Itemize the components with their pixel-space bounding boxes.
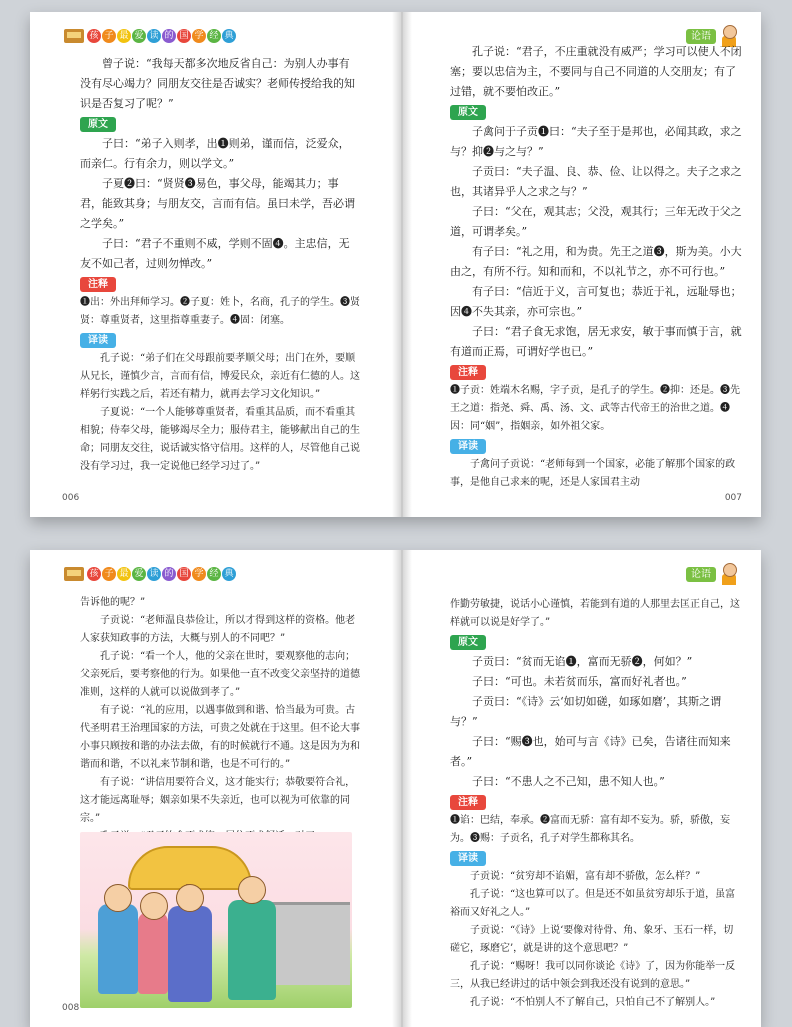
translation-text: 子禽问子贡说：“老师每到一个国家，必能了解那个国家的政事，是他自己求来的呢，还是人家国君主动 xyxy=(450,459,736,488)
teacher-head xyxy=(238,876,266,904)
paragraph: 子曰：“可也。未若贫而乐，富而好礼者也。” xyxy=(472,675,687,688)
paragraph: 子贡曰：“贫而无谄❶，富而无骄❷，何如？” xyxy=(472,655,693,668)
top-book-spread xyxy=(30,12,761,517)
series-title: 孩 子 最 爱 读 的 国 学 经 典 xyxy=(87,29,237,43)
paragraph: 子夏❷曰：“贤贤❸易色，事父母，能竭其力；事君，能致其身；与朋友交，言而有信。虽曰未学，吾必谓之学矣。” xyxy=(80,177,355,230)
notes-text: ❶出：外出拜师学习。❷子夏：姓卜，名商，孔子的学生。❸贤贤：尊重贤者，这里指尊重妻子。❹固：闭塞。 xyxy=(80,297,360,326)
section-tag-translation: 译读 xyxy=(450,851,486,866)
paragraph: 子曰：“君子食无求饱，居无求安，敏于事而慎于言，就有道而正焉，可谓好学也已。” xyxy=(450,325,742,358)
page-number: 006 xyxy=(62,493,80,503)
translation-text: 有子说：“礼的应用，以遇事做到和谐、恰当最为可贵。古代圣明君王治理国家的方法，可贵之处就在于这里。但不论大事小事只顾按和谐的办法去做，有的时候就行不通。这是因为为和谐而和谐，不以礼来节制和谐，也是不可行的。” xyxy=(80,705,360,770)
section-tag-original: 原文 xyxy=(80,117,116,132)
book-icon xyxy=(64,567,84,581)
translation-text: 子贡说：“《诗》上说‘要像对待骨、角、象牙、玉石一样，切磋它，琢磨它’，就是讲的这个意思吧？” xyxy=(450,925,734,954)
paragraph: 子曰：“父在，观其志；父没，观其行；三年无改于父之道，可谓孝矣。” xyxy=(450,205,742,238)
paragraph: 有子曰：“礼之用，和为贵。先王之道❸，斯为美。小大由之，有所不行。知和而和，不以礼节之，亦不可行也。” xyxy=(450,245,742,278)
student-figure xyxy=(168,906,212,1002)
section-tag-notes: 注释 xyxy=(450,795,486,810)
translation-text: 子贡说：“老师温良恭俭让，所以才得到这样的资格。他老人家获知政事的方法，大概与别人的不同吧？” xyxy=(80,615,356,644)
paragraph: 有子曰：“信近于义，言可复也；恭近于礼，远耻辱也；因❹不失其亲，亦可宗也。” xyxy=(450,285,742,318)
student-head xyxy=(176,884,204,912)
series-title: 孩 子 最 爱 读 的 国 学 经 典 xyxy=(87,567,237,581)
translation-text: 孔子说：“赐呀！我可以同你谈论《诗》了，因为你能举一反三，从我已经讲过的话中领会到我还没有说到的意思。” xyxy=(450,961,736,990)
paragraph: 子曰：“赐❸也，始可与言《诗》已矣，告诸往而知来者。” xyxy=(450,735,731,768)
section-tag-original: 原文 xyxy=(450,635,486,650)
notes-text: ❶子贡：姓端木名赐，字子贡，是孔子的学生。❷抑：还是。❸先王之道：指尧、舜、禹、汤、文、武等古代帝王的治世之道。❹因：同“姻”，指姻亲，如外祖父家。 xyxy=(450,385,740,432)
series-header xyxy=(64,26,237,46)
page-007 xyxy=(412,12,762,517)
chapter-chip: 论语 xyxy=(686,29,716,44)
book-spine xyxy=(392,12,412,517)
student-figure xyxy=(98,904,138,994)
translation-text: 子夏说：“一个人能够尊重贤者，看重其品质，而不看重其相貌；侍奉父母，能够竭尽全力；服侍君主，能够献出自己的生命；同朋友交往，说话诚实恪守信用。这样的人，尽管他自己说没有学习过，我一定说他已经学习过了。” xyxy=(80,407,360,472)
section-tag-translation: 译读 xyxy=(450,439,486,454)
translation-text: 告诉他的呢？” xyxy=(80,597,146,608)
section-tag-notes: 注释 xyxy=(80,277,116,292)
translation-text: 孔子说：“弟子们在父母跟前要孝顺父母；出门在外，要顺从兄长，谨慎少言，言而有信，博爱民众，亲近有仁德的人。这样躬行实践之后，若还有精力，就再去学习文化知识。” xyxy=(80,353,360,400)
section-tag-original: 原文 xyxy=(450,105,486,120)
chapter-header xyxy=(686,564,738,584)
bottom-book-spread xyxy=(30,550,761,1027)
paragraph: 子曰：“君子不重则不威，学则不固❹。主忠信，无友不如己者，过则勿惮改。” xyxy=(80,237,350,270)
page-number: 008 xyxy=(62,1003,80,1013)
student-head xyxy=(140,892,168,920)
translation-text: 孔子说：“看一个人，他的父亲在世时，要观察他的志向；父亲死后，要考察他的行为。如果他一直不改变父亲坚持的道德准则，这样的人就可以说做到孝了。” xyxy=(80,651,360,698)
page-number: 007 xyxy=(724,493,742,503)
translation-text: 有子说：“讲信用要符合义，这才能实行；恭敬要符合礼，这才能远离耻辱；姻亲如果不失亲近，也可以视为可依靠的同宗。” xyxy=(80,777,356,824)
paragraph: 子禽问于子贡❶曰：“夫子至于是邦也，必闻其政，求之与？抑❷与之与？” xyxy=(450,125,742,158)
paragraph: 曾子说：“我每天都多次地反省自己：为别人办事有没有尽心竭力？同朋友交往是否诚实？老师传授给我的知识是否复习了呢？” xyxy=(80,57,355,110)
paragraph: 子贡曰：“《诗》云‘如切如磋，如琢如磨’，其斯之谓与？” xyxy=(450,695,722,728)
page-006 xyxy=(30,12,380,517)
series-header xyxy=(64,564,237,584)
scholar-kid-icon xyxy=(720,563,738,585)
translation-text: 子贡说：“贫穷却不谄媚，富有却不骄傲，怎么样？” xyxy=(470,871,701,882)
confucius-illustration xyxy=(80,832,352,1008)
paragraph: 孔子说：“君子，不庄重就没有威严；学习可以使人不闭塞；要以忠信为主，不要同与自己不同道的人交朋友；有了过错，就不要怕改正。” xyxy=(450,45,742,98)
book-icon xyxy=(64,29,84,43)
translation-text: 孔子说：“这也算可以了。但是还不如虽贫穷却乐于道，虽富裕而又好礼之人。” xyxy=(450,889,736,918)
translation-text: 作勤劳敏捷，说话小心谨慎，若能到有道的人那里去匡正自己，这样就可以说是好学了。” xyxy=(450,599,740,628)
chapter-chip: 论语 xyxy=(686,567,716,582)
translation-text: 孔子说：“不怕别人不了解自己，只怕自己不了解别人。” xyxy=(470,997,716,1008)
page-008 xyxy=(30,550,380,1027)
teacher-figure xyxy=(228,900,276,1000)
paragraph: 子曰：“弟子入则孝，出❶则弟，谨而信，泛爱众，而亲仁。行有余力，则以学文。” xyxy=(80,137,350,170)
page-009 xyxy=(412,550,762,1027)
student-figure xyxy=(138,912,168,994)
section-tag-notes: 注释 xyxy=(450,365,486,380)
paragraph: 子曰：“不患人之不己知，患不知人也。” xyxy=(472,775,665,788)
section-tag-translation: 译读 xyxy=(80,333,116,348)
book-spine xyxy=(392,550,412,1027)
paragraph: 子贡曰：“夫子温、良、恭、俭、让以得之。夫子之求之也，其诸异乎人之求之与？” xyxy=(450,165,742,198)
student-head xyxy=(104,884,132,912)
notes-text: ❶谄：巴结，奉承。❷富而无骄：富有却不妄为。骄，骄傲，妄为。❸赐：子贡名，孔子对学生都称其名。 xyxy=(450,815,730,844)
